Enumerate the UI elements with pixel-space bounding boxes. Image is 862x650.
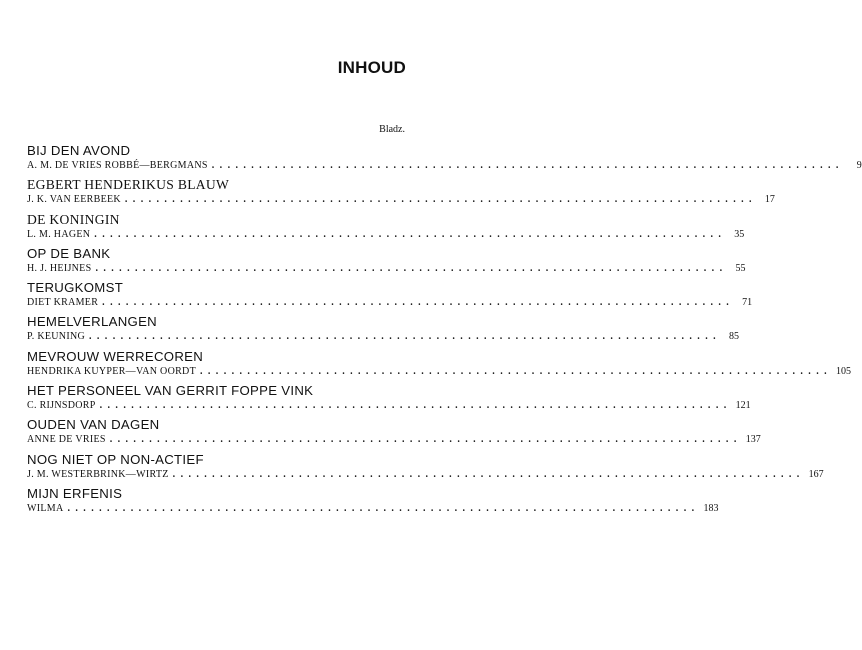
page-number: 17 xyxy=(764,194,775,206)
story-title: MIJN ERFENIS xyxy=(27,485,123,501)
author-name: H. J. HEIJNES xyxy=(27,262,92,274)
toc-entry xyxy=(27,417,761,451)
page-number: 105 xyxy=(836,365,851,377)
author-name: C. RIJNSDORP xyxy=(27,400,96,412)
page-number: 9 xyxy=(856,160,862,171)
page-number: 71 xyxy=(742,297,753,309)
table-of-contents xyxy=(27,143,862,520)
dot-leader: ................................................................................ xyxy=(89,331,721,343)
page-number: 85 xyxy=(729,331,739,343)
toc-line xyxy=(27,228,745,241)
page-number: 121 xyxy=(735,400,751,412)
toc-line xyxy=(27,399,751,412)
toc-line xyxy=(27,193,775,206)
toc-line xyxy=(27,159,862,172)
dot-leader: ................................................................................ xyxy=(67,502,700,514)
author-name: J. M. WESTERBRINK—WIRTZ xyxy=(27,468,169,480)
toc-entry xyxy=(27,485,719,520)
toc-entry xyxy=(27,451,824,486)
page-number: 183 xyxy=(703,502,719,514)
dot-leader: ................................................................................ xyxy=(172,468,805,480)
toc-entry xyxy=(27,211,745,246)
toc-entry xyxy=(27,245,746,280)
story-title: HET PERSONEEL VAN GERRIT FOPPE VINK xyxy=(27,383,314,399)
toc-entry xyxy=(27,348,851,383)
story-title: OUDEN VAN DAGEN xyxy=(27,417,160,433)
toc-entry xyxy=(27,314,739,348)
author-name: P. KEUNING xyxy=(27,331,85,343)
toc-entry xyxy=(27,143,862,177)
author-name: WILMA xyxy=(27,502,64,514)
author-name: J. K. VAN EERBEEK xyxy=(27,194,121,206)
dot-leader: ................................................................................ xyxy=(94,228,727,240)
story-title: MEVROUW WERRECOREN xyxy=(27,348,204,364)
toc-line xyxy=(27,433,761,446)
toc-line xyxy=(27,262,746,275)
story-title: BIJ DEN AVOND xyxy=(27,143,131,158)
author-name: L. M. HAGEN xyxy=(27,228,91,240)
toc-line xyxy=(27,296,753,309)
story-title: HEMELVERLANGEN xyxy=(27,314,158,330)
page-number: 55 xyxy=(735,262,746,274)
page-number: 137 xyxy=(745,434,761,446)
dot-leader: ................................................................................ xyxy=(109,434,742,446)
story-title: OP DE BANK xyxy=(27,245,111,261)
dot-leader: ................................................................................ xyxy=(211,160,844,171)
dot-leader: ................................................................................ xyxy=(102,297,735,309)
dot-leader: ................................................................................ xyxy=(99,400,732,412)
dot-leader: ................................................................................ xyxy=(124,194,757,206)
toc-entry xyxy=(27,280,753,314)
story-title: NOG NIET OP NON-ACTIEF xyxy=(27,451,204,467)
page-number: 167 xyxy=(808,468,824,480)
page-title: INHOUD xyxy=(337,58,406,77)
story-title: TERUGKOMST xyxy=(27,280,124,296)
story-title: DE KONINGIN xyxy=(27,211,120,227)
author-name: ANNE DE VRIES xyxy=(27,434,106,446)
dot-leader: ................................................................................ xyxy=(95,262,728,274)
author-name: A. M. DE VRIES ROBBÉ—BERGMANS xyxy=(27,160,208,171)
author-name: HENDRIKA KUYPER—VAN OORDT xyxy=(27,365,196,377)
dot-leader: ................................................................................ xyxy=(200,365,832,377)
toc-line xyxy=(27,330,739,343)
toc-line xyxy=(27,502,719,515)
page-column-label: Bladz. xyxy=(379,124,405,135)
toc-line xyxy=(27,468,824,481)
toc-entry xyxy=(27,177,775,211)
page-number: 35 xyxy=(734,228,745,240)
story-title: EGBERT HENDERIKUS BLAUW xyxy=(27,177,230,193)
author-name: DIET KRAMER xyxy=(27,297,99,309)
toc-line xyxy=(27,365,851,378)
toc-entry xyxy=(27,383,751,417)
